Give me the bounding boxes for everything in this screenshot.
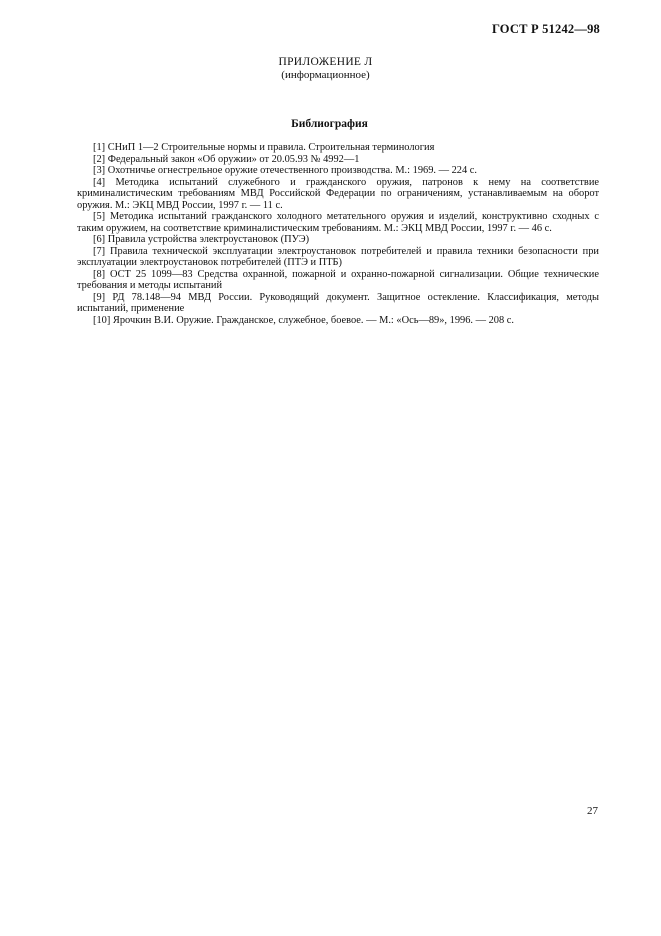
entry-number: [3] <box>93 165 106 176</box>
entry-number: [5] <box>93 211 106 222</box>
entry-number: [9] <box>93 291 106 303</box>
bibliography-entry <box>77 211 599 234</box>
entry-number: [1] <box>93 142 106 153</box>
bibliography-entry <box>77 292 599 315</box>
entry-number: [4] <box>93 176 106 188</box>
bibliography-entry <box>77 246 599 269</box>
bibliography-entry <box>77 154 599 166</box>
bibliography-list <box>77 142 599 326</box>
entry-text: Правила устройства электроустановок (ПУЭ) <box>107 234 310 245</box>
entry-text: СНиП 1—2 Строительные нормы и правила. Строительная терминология <box>107 142 435 153</box>
bibliography-entry <box>77 165 599 177</box>
entry-number: [10] <box>93 314 111 326</box>
entry-text: Правила технической эксплуатации электроустановок потребителей и правила техники безопасности при эксплуатации электроустановок потребителей (ПТЭ и ПТБ) <box>77 245 599 268</box>
entry-text: Охотничье огнестрельное оружие отечественного производства. М.: 1969. — 224 с. <box>107 165 477 176</box>
standard-code: ГОСТ Р 51242—98 <box>491 22 600 36</box>
entry-text: Методика испытаний служебного и гражданского оружия, патронов к нему на соответствие криминалистическим требованиям МВД Российской Федерации по ограничениям, устанавливаемым на оборот оружия. М.: ЭКЦ МВД России, 1997 г. — 11 с. <box>77 176 599 211</box>
entry-text: Ярочкин В.И. Оружие. Гражданское, служебное, боевое. — М.: «Ось—89», 1996. — 208 с. <box>112 314 514 326</box>
entry-number: [2] <box>93 153 106 165</box>
appendix-heading <box>0 56 656 82</box>
entry-number: [7] <box>93 245 106 257</box>
entry-text: Федеральный закон «Об оружии» от 20.05.93 № 4992—1 <box>107 153 360 165</box>
appendix-title: ПРИЛОЖЕНИЕ Л <box>278 56 373 68</box>
bibliography-entry <box>77 234 599 246</box>
bibliography-entry <box>77 142 599 154</box>
appendix-subtitle: (информационное) <box>281 69 370 81</box>
page-number: 27 <box>587 805 598 817</box>
entry-number: [8] <box>93 268 106 280</box>
bibliography-entry <box>77 269 599 292</box>
bibliography-entry <box>77 177 599 212</box>
entry-text: РД 78.148—94 МВД России. Руководящий документ. Защитное остекление. Классификация, методы испытаний, применение <box>77 291 599 314</box>
section-title: Библиография <box>291 118 368 130</box>
entry-number: [6] <box>93 234 106 245</box>
bibliography-entry <box>77 315 599 327</box>
entry-text: ОСТ 25 1099—83 Средства охранной, пожарной и охранно-пожарной сигнализации. Общие технические требования и методы испытаний <box>77 268 599 291</box>
entry-text: Методика испытаний гражданского холодного метательного оружия и изделий, конструктивно сходных с таким оружием, на соответствие криминалистическим требованиям. М.: ЭКЦ МВД России, 1997 г. — 46 с. <box>77 211 599 234</box>
